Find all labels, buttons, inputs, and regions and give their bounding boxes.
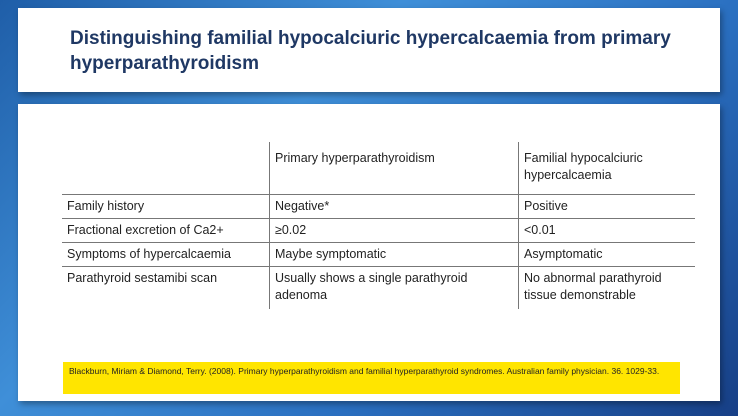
content-panel bbox=[18, 104, 720, 401]
table-row bbox=[62, 195, 695, 219]
table-cell: Fractional excretion of Ca2+ bbox=[62, 219, 270, 243]
table-header-row bbox=[62, 142, 695, 195]
table-row bbox=[62, 219, 695, 243]
citation-note: Blackburn, Miriam & Diamond, Terry. (2008). Primary hyperparathyroidism and familial hyperparathyroid syndromes. Australian family physician. 36. 1029-33. bbox=[63, 362, 680, 394]
title-panel bbox=[18, 8, 720, 92]
table-cell: <0.01 bbox=[519, 219, 696, 243]
table-cell: Maybe symptomatic bbox=[270, 243, 519, 267]
table-cell: Asymptomatic bbox=[519, 243, 696, 267]
table-cell: No abnormal parathyroid tissue demonstrable bbox=[519, 267, 696, 310]
table-cell: ≥0.02 bbox=[270, 219, 519, 243]
table-row bbox=[62, 243, 695, 267]
table-cell: Family history bbox=[62, 195, 270, 219]
table-header-cell: Familial hypocalciuric hypercalcaemia bbox=[519, 142, 696, 195]
table-cell: Negative* bbox=[270, 195, 519, 219]
table-cell: Parathyroid sestamibi scan bbox=[62, 267, 270, 310]
slide-title: Distinguishing familial hypocalciuric hypercalcaemia from primary hyperparathyroidism bbox=[70, 28, 671, 74]
table-row bbox=[62, 267, 695, 310]
table-cell: Positive bbox=[519, 195, 696, 219]
table-cell: Symptoms of hypercalcaemia bbox=[62, 243, 270, 267]
table-header-cell bbox=[62, 142, 270, 195]
table-header-cell: Primary hyperparathyroidism bbox=[270, 142, 519, 195]
table-cell: Usually shows a single parathyroid adenoma bbox=[270, 267, 519, 310]
comparison-table bbox=[62, 142, 695, 309]
